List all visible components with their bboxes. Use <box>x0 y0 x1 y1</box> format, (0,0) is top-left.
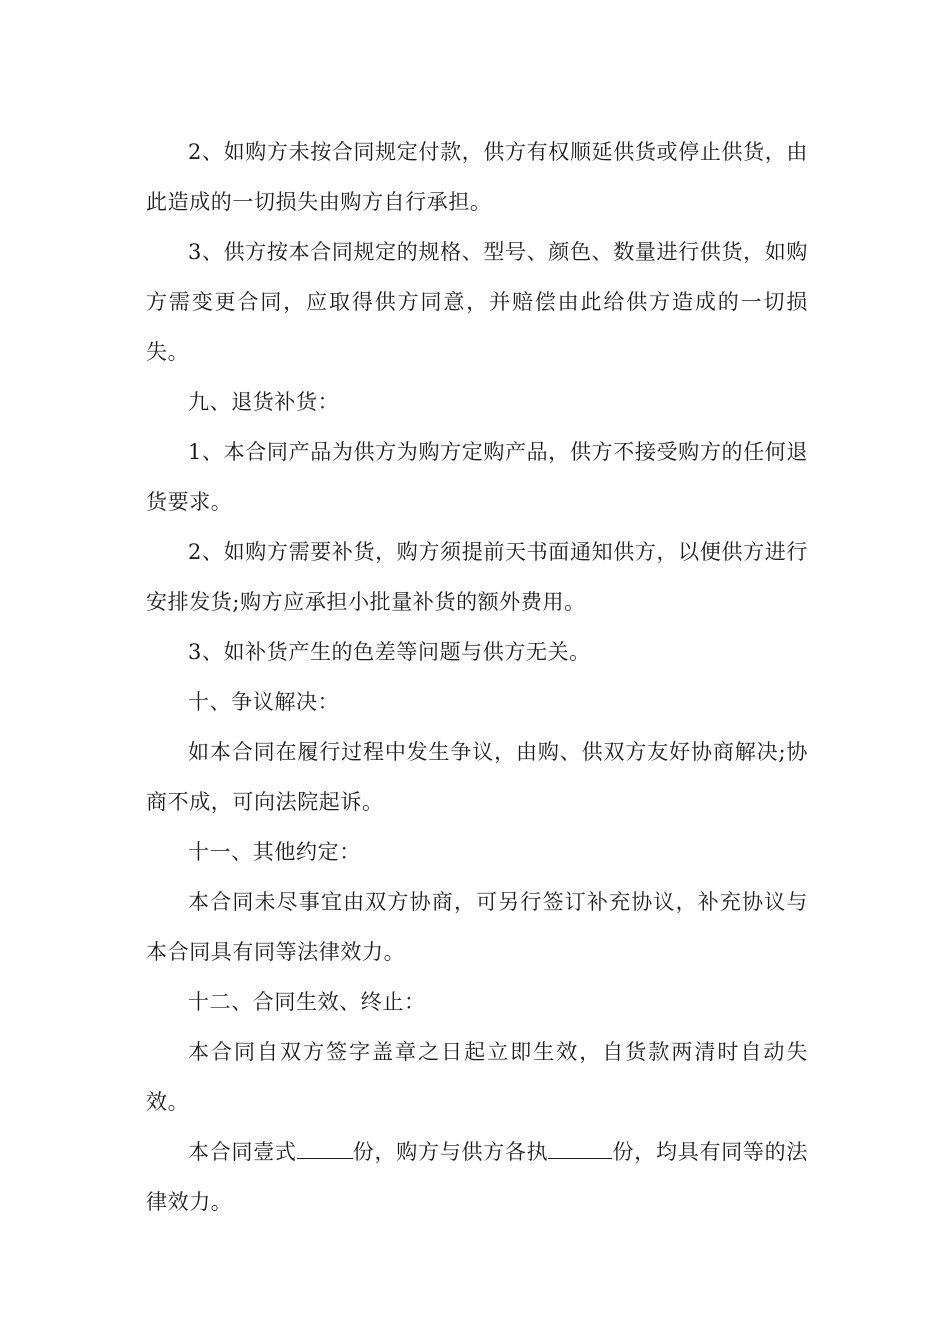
section-heading-other: 十一、其他约定： <box>188 840 361 864</box>
copies-text-end: 份，均具有同等的法律效力。 <box>146 1140 809 1214</box>
copies-text-middle: 份，购方与供方各执 <box>352 1140 549 1164</box>
paragraph-supplementary-agreement: 本合同未尽事宜由双方协商，可另行签订补充协议，补充协议与本合同具有同等法律效力。 <box>146 890 808 964</box>
paragraph-color-difference: 3、如补货产生的色差等问题与供方无关。 <box>188 640 591 664</box>
copies-total-blank <box>297 1157 353 1159</box>
paragraph-specification-change: 3、供方按本合同规定的规格、型号、颜色、数量进行供货，如购方需变更合同，应取得供方同意，并赔偿由此给供方造成的一切损失。 <box>146 240 808 364</box>
section-heading-dispute: 十、争议解决： <box>188 690 340 714</box>
copies-text-start: 本合同壹式 <box>188 1140 297 1164</box>
section-heading-returns: 九、退货补货： <box>188 390 340 414</box>
paragraph-payment-delay: 2、如购方未按合同规定付款，供方有权顺延供货或停止供货，由此造成的一切损失由购方自行承担。 <box>146 140 808 214</box>
copies-each-blank <box>548 1157 612 1159</box>
paragraph-dispute-resolution: 如本合同在履行过程中发生争议，由购、供双方友好协商解决;协商不成，可向法院起诉。 <box>146 740 808 814</box>
paragraph-no-returns: 1、本合同产品为供方为购方定购产品，供方不接受购方的任何退货要求。 <box>146 440 808 514</box>
document-body <box>146 127 808 1227</box>
paragraph-restock-notice: 2、如购方需要补货，购方须提前天书面通知供方，以便供方进行安排发货;购方应承担小批量补货的额外费用。 <box>146 540 808 614</box>
section-heading-effect: 十二、合同生效、终止： <box>188 990 426 1014</box>
paragraph-effectiveness: 本合同自双方签字盖章之日起立即生效，自货款两清时自动失效。 <box>146 1040 808 1114</box>
paragraph-copies <box>146 1127 808 1227</box>
